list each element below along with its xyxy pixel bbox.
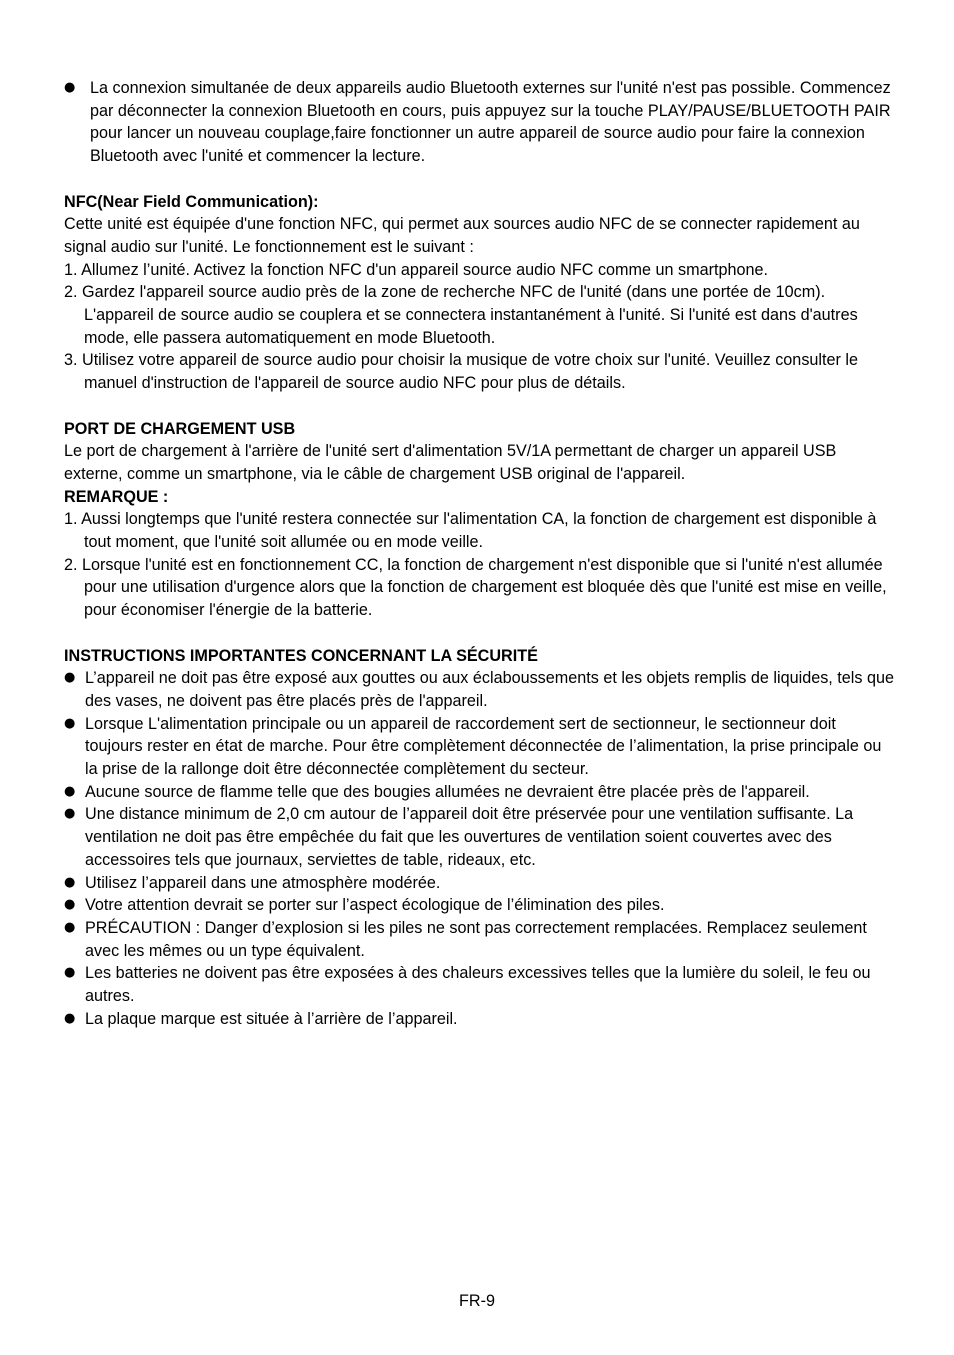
- bullet-icon: ●: [64, 897, 76, 913]
- nfc-step: 2. Gardez l'appareil source audio près de la zone de recherche NFC de l'unité (dans une portée de 10cm). L'appareil de source audio se couplera et se connectera instantanément à l'unité. Si l'unité est dans d'autres mode, elle passera automatiquement en mode Bluetooth.: [64, 283, 858, 347]
- safety-item-text: Aucune source de flamme telle que des bougies allumées ne devraient être placée près de l'appareil.: [85, 782, 810, 801]
- safety-item: [64, 1008, 894, 1031]
- nfc-intro: Cette unité est équipée d'une fonction NFC, qui permet aux sources audio NFC de se connecter rapidement au signal audio sur l'unité. Le fonctionnement est le suivant :: [64, 215, 860, 256]
- safety-item: [64, 872, 894, 895]
- safety-item-text: La plaque marque est située à l’arrière de l’appareil.: [85, 1009, 458, 1028]
- nfc-heading: NFC(Near Field Communication):: [64, 192, 319, 211]
- intro-bullet-item: [64, 77, 894, 168]
- safety-item-text: Les batteries ne doivent pas être exposées à des chaleurs excessives telles que la lumière du soleil, le feu ou autres.: [85, 964, 871, 1006]
- intro-bullet-text: La connexion simultanée de deux appareils audio Bluetooth externes sur l'unité n'est pas possible. Commencez par déconnecter la connexion Bluetooth en cours, puis appuyez sur la touche PLAY/PAUSE/BLUETOOTH PAIR pour lancer un nouveau couplage,faire fonctionner un autre appareil de source audio pour faire la connexion Bluetooth avec l'unité et commencer la lecture.: [90, 79, 891, 166]
- usb-heading: PORT DE CHARGEMENT USB: [64, 419, 296, 438]
- safety-item: [64, 803, 894, 871]
- bullet-icon: ●: [64, 806, 76, 822]
- safety-item-text: Lorsque L'alimentation principale ou un appareil de raccordement sert de sectionneur, le sectionneur doit toujours rester en état de marche. Pour être complètement déconnectée de l’alimentation, la prise principale ou la prise de la rallonge doit être déconnectée complètement du secteur.: [85, 714, 882, 779]
- document-page: [64, 77, 894, 1030]
- safety-item: [64, 713, 894, 781]
- nfc-step: 3. Utilisez votre appareil de source audio pour choisir la musique de votre choix sur l'unité. Veuillez consulter le manuel d'instruction de l'appareil de source audio NFC pour plus de détails.: [64, 351, 858, 393]
- usb-remark: 2. Lorsque l'unité est en fonctionnement CC, la fonction de chargement n'est disponible que si l'unité n'est allumée pour une utilisation d'urgence alors que la fonction de chargement est bloquée dès que l'unité est mise en veille, pour économiser l'énergie de la batterie.: [64, 555, 887, 620]
- remark-heading: REMARQUE :: [64, 487, 169, 506]
- safety-item-text: Une distance minimum de 2,0 cm autour de l’appareil doit être préservée pour une ventilation suffisante. La ventilation ne doit pas être empêchée du fait que les ouvertures de ventilation soient couvertes avec des accessoires tels que journaux, serviettes de table, rideaux, etc.: [85, 805, 854, 869]
- safety-item: [64, 962, 894, 1007]
- nfc-step: 1. Allumez l’unité. Activez la fonction NFC d'un appareil source audio NFC comme un smartphone.: [64, 260, 768, 279]
- bullet-icon: ●: [64, 965, 76, 981]
- bullet-icon: ●: [64, 715, 76, 731]
- safety-item-text: Votre attention devrait se porter sur l’aspect écologique de l’élimination des piles.: [85, 896, 665, 915]
- safety-item-text: L’appareil ne doit pas être exposé aux gouttes ou aux éclaboussements et les objets remplis de liquides, tels que des vases, ne doivent pas être placés près de l'appareil.: [85, 669, 894, 710]
- bullet-icon: ●: [64, 80, 76, 95]
- bullet-icon: ●: [64, 783, 76, 799]
- safety-item: [64, 781, 894, 804]
- usb-intro: Le port de chargement à l'arrière de l'unité sert d'alimentation 5V/1A permettant de charger un appareil USB externe, comme un smartphone, via le câble de chargement USB original de l'appareil.: [64, 442, 837, 483]
- safety-heading: INSTRUCTIONS IMPORTANTES CONCERNANT LA SÉCURITÉ: [64, 646, 538, 665]
- safety-item: [64, 894, 894, 917]
- bullet-icon: ●: [64, 874, 76, 890]
- bullet-icon: ●: [64, 670, 76, 686]
- bullet-icon: ●: [64, 919, 76, 935]
- page-number: FR-9: [459, 1292, 495, 1310]
- safety-item-text: PRÉCAUTION : Danger d’explosion si les piles ne sont pas correctement remplacées. Remplacez seulement avec les mêmes ou un type équivalent.: [85, 918, 867, 960]
- safety-item: [64, 667, 894, 712]
- safety-item: [64, 917, 894, 962]
- usb-remark: 1. Aussi longtemps que l'unité restera connectée sur l'alimentation CA, la fonction de chargement est disponible à tout moment, que l'unité soit allumée ou en mode veille.: [64, 510, 877, 552]
- bullet-icon: ●: [64, 1010, 76, 1026]
- safety-item-text: Utilisez l’appareil dans une atmosphère modérée.: [85, 873, 441, 892]
